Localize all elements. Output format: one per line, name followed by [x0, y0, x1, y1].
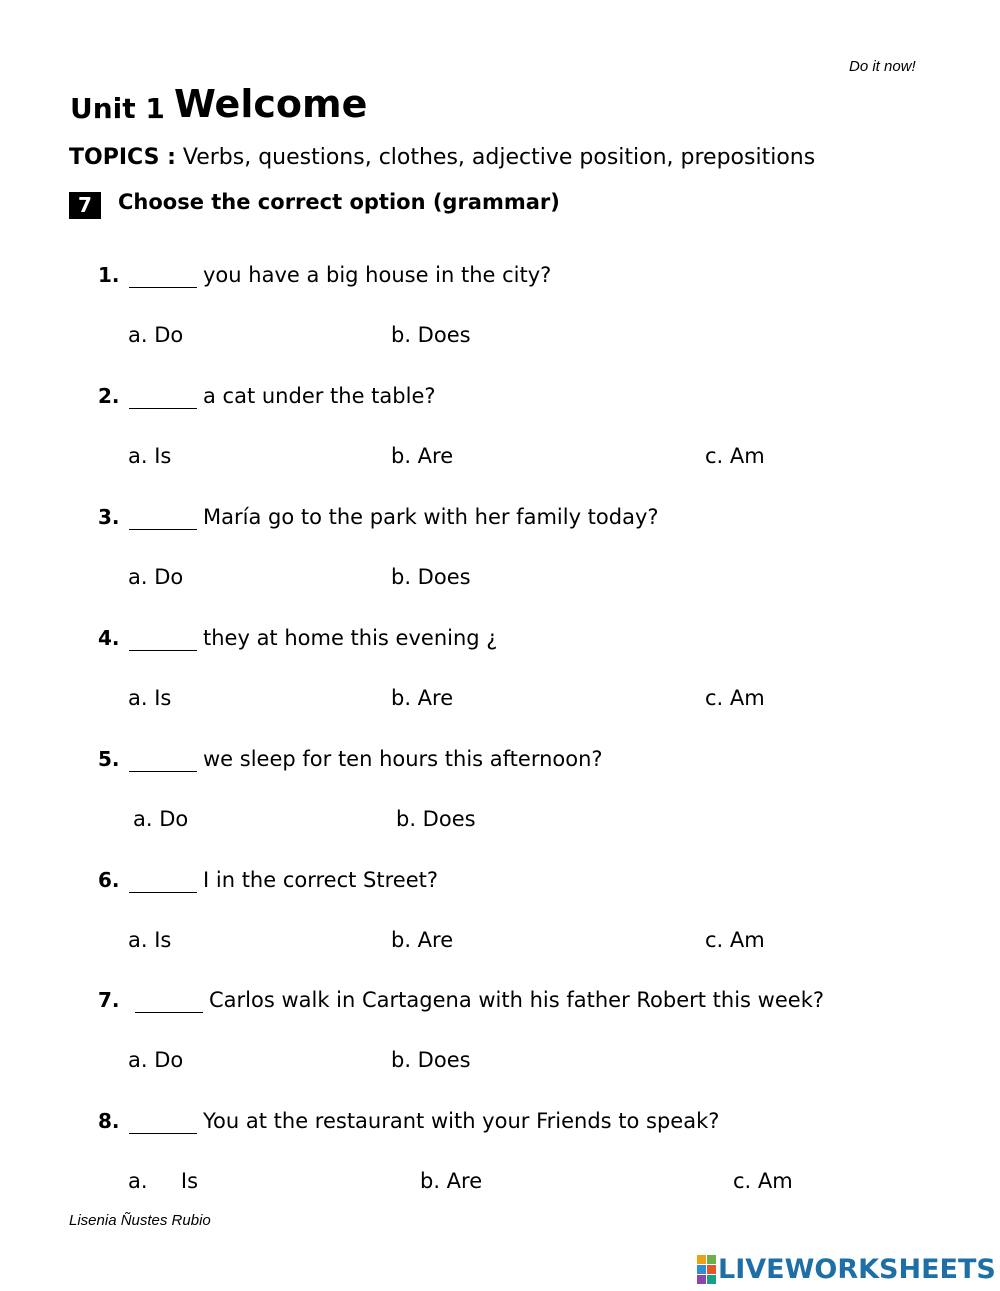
liveworksheets-icon: [697, 1255, 716, 1284]
answer-option[interactable]: a. Do: [128, 323, 184, 347]
answer-option[interactable]: a. Is: [128, 444, 172, 468]
answer-blank[interactable]: [129, 771, 197, 772]
logo-icon-square: [697, 1265, 706, 1274]
answer-option[interactable]: c. Am: [705, 686, 765, 710]
liveworksheets-logo-text: LIVEWORKSHEETS: [718, 1253, 996, 1285]
question-number: 4.: [98, 626, 120, 650]
answer-option[interactable]: a. Is: [128, 928, 172, 952]
answer-blank[interactable]: [129, 529, 197, 530]
question-text: Carlos walk in Cartagena with his father Robert this week?: [209, 988, 824, 1012]
answer-option[interactable]: a. Do: [128, 565, 184, 589]
question-number: 7.: [98, 988, 120, 1012]
answer-option[interactable]: b. Does: [391, 1048, 471, 1072]
answer-option[interactable]: c. Am: [705, 928, 765, 952]
answer-option[interactable]: b. Does: [396, 807, 476, 831]
answer-blank[interactable]: [129, 892, 197, 893]
answer-option[interactable]: c. Am: [733, 1169, 793, 1193]
question-text: María go to the park with her family today?: [203, 505, 659, 529]
answer-option[interactable]: b. Does: [391, 565, 471, 589]
answer-option[interactable]: a. Is: [128, 686, 172, 710]
question-number: 5.: [98, 747, 120, 771]
logo-icon-square: [707, 1275, 716, 1284]
question-text: You at the restaurant with your Friends to speak?: [203, 1109, 720, 1133]
answer-blank[interactable]: [129, 287, 197, 288]
logo-icon-square: [707, 1255, 716, 1264]
answer-blank[interactable]: [129, 650, 197, 651]
answer-option[interactable]: a. Do: [133, 807, 189, 831]
answer-option[interactable]: b. Are: [391, 686, 454, 710]
exercise-instruction: Choose the correct option (grammar): [118, 190, 560, 214]
answer-option[interactable]: b. Are: [391, 444, 454, 468]
question-text: you have a big house in the city?: [203, 263, 552, 287]
answer-option[interactable]: a. Is: [128, 1169, 199, 1193]
do-it-now-note: Do it now!: [849, 58, 916, 75]
answer-blank[interactable]: [129, 1133, 197, 1134]
answer-option[interactable]: b. Are: [420, 1169, 483, 1193]
question-text: a cat under the table?: [203, 384, 436, 408]
answer-option[interactable]: c. Am: [705, 444, 765, 468]
question-number: 6.: [98, 868, 120, 892]
topics-label: TOPICS :: [69, 145, 176, 170]
topics-line: [69, 145, 815, 170]
answer-option[interactable]: b. Does: [391, 323, 471, 347]
author-credit: Lisenia Ñustes Rubio: [69, 1212, 211, 1229]
question-text: they at home this evening ¿: [203, 626, 498, 650]
answer-blank[interactable]: [135, 1012, 203, 1013]
liveworksheets-logo: [697, 1254, 996, 1284]
exercise-number-badge: 7: [69, 192, 101, 219]
question-text: we sleep for ten hours this afternoon?: [203, 747, 603, 771]
unit-label: Unit 1: [70, 92, 165, 125]
answer-option[interactable]: b. Are: [391, 928, 454, 952]
logo-icon-square: [697, 1275, 706, 1284]
question-number: 1.: [98, 263, 120, 287]
question-number: 8.: [98, 1109, 120, 1133]
question-text: I in the correct Street?: [203, 868, 438, 892]
topics-value: Verbs, questions, clothes, adjective position, prepositions: [175, 145, 816, 170]
question-number: 2.: [98, 384, 120, 408]
answer-blank[interactable]: [129, 408, 197, 409]
unit-title: Welcome: [174, 82, 368, 126]
logo-icon-square: [697, 1255, 706, 1264]
answer-option[interactable]: a. Do: [128, 1048, 184, 1072]
question-number: 3.: [98, 505, 120, 529]
logo-icon-square: [707, 1265, 716, 1274]
